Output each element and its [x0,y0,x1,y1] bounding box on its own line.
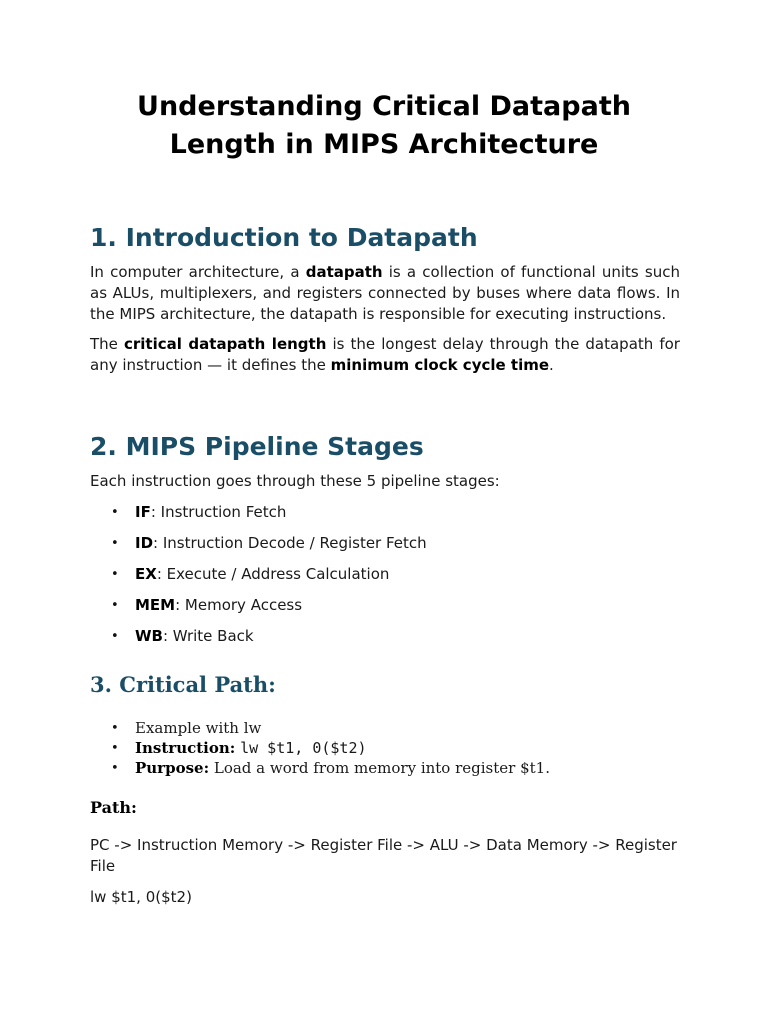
stage-desc: : Instruction Decode / Register Fetch [153,534,427,552]
stage-abbr: EX [135,565,157,583]
intro-paragraph-1 [90,262,680,325]
example-instruction-line: lw $t1, 0($t2) [90,888,192,906]
instruction-code: lw $t1, 0($t2) [240,739,367,757]
list-item [90,531,680,562]
section-heading-introduction: 1. Introduction to Datapath [90,223,478,252]
intro-paragraph-2 [90,334,680,376]
intro-p2-text-before: The [90,335,124,353]
intro-p2-text-after: . [549,356,554,374]
purpose-label: Purpose: [135,759,210,777]
section-heading-critical-path: 3. Critical Path: [90,672,276,697]
stage-abbr: MEM [135,596,176,614]
intro-p2-text-middle: is the longest delay through the datapath for any instruction — it defines the [90,335,680,374]
stage-abbr: ID [135,534,154,552]
intro-p1-bold-term: datapath [305,263,383,281]
intro-p2-bold-term-1: critical datapath length [123,335,327,353]
stage-desc: : Instruction Fetch [150,503,287,521]
pipeline-intro: Each instruction goes through these 5 pipeline stages: [90,472,500,490]
intro-p1-text-before: In computer architecture, a [90,263,306,281]
list-item [90,624,680,655]
path-text: PC -> Instruction Memory -> Register File -> ALU -> Data Memory -> Register File [90,836,677,875]
pipeline-stage-list [90,500,680,655]
stage-abbr: IF [135,503,151,521]
list-item [90,593,680,624]
document-title: Understanding Critical Datapath Length in MIPS Architecture [137,91,631,160]
stage-abbr: WB [135,627,163,645]
intro-p1-text-after: is a collection of functional units such as ALUs, multiplexers, and registers connected by buses where data flows. In the MIPS architecture, the datapath is responsible for executing instructions. [90,263,680,323]
example-text: Example with lw [135,719,262,737]
list-item [90,718,680,738]
list-item [90,758,680,778]
stage-desc: : Memory Access [175,596,303,614]
critical-path-list [90,718,680,778]
list-item [90,738,680,758]
stage-desc: : Execute / Address Calculation [156,565,390,583]
list-item [90,500,680,531]
intro-p2-bold-term-2: minimum clock cycle time [330,356,550,374]
stage-desc: : Write Back [162,627,254,645]
purpose-text: Load a word from memory into register $t1. [209,759,550,777]
section-heading-pipeline: 2. MIPS Pipeline Stages [90,432,424,461]
instruction-label: Instruction: [135,739,236,757]
path-label: Path: [90,798,137,817]
list-item [90,562,680,593]
